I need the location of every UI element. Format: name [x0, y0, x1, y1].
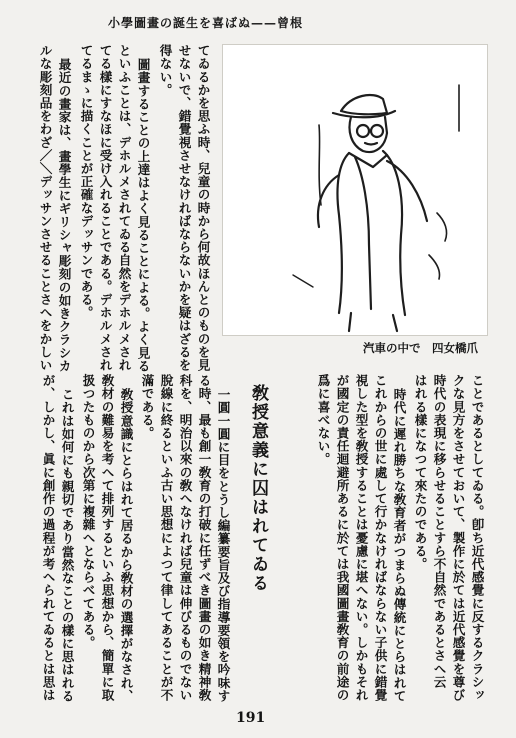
- sketch-figure: [223, 45, 487, 335]
- text-column: てる樣にすなほに受け入れることである。デホルメされ: [97, 44, 113, 372]
- text-column: 視した型を敎授することは憂慮に堪へない。しかもそれ: [353, 374, 369, 702]
- text-column: 最近の畫家は、畫學生にギリシャ彫刻の如きクラシカ: [56, 58, 72, 373]
- text-column: る時、最も創一敎育の打破に任ずべき圖畫の如き精神敎: [196, 374, 212, 702]
- text-column: が國定の責任迴避所あるに於ては我國圖畫敎育の前途の: [334, 374, 350, 702]
- page-number: 191: [236, 710, 266, 726]
- text-column: 敎授意識にとらはれて居るから敎材の選擇がなされ、: [118, 388, 134, 703]
- text-column: 時代の表現に移らせることすら不自然であるとさへ云: [431, 374, 447, 689]
- figure-caption-text: 汽車の中で 四女橋爪: [363, 341, 478, 355]
- text-column: といふことは、デホルメされてゐる自然をデホルメされ: [116, 44, 132, 372]
- text-column: が、しかし、眞に創作の過程が考へられてゐるとは思は: [40, 374, 56, 702]
- text-column: 敎材の難易を考へて排列するといふ思想から、簡單に取: [99, 374, 115, 702]
- text-column: 爲に喜べない。: [315, 374, 331, 466]
- text-column: 時代に遲れ勝ちな敎育者がつまらぬ傳統にとらはれて: [391, 388, 407, 703]
- text-column: 圖畫することの上達はよく見ることによる。よく見る: [135, 58, 151, 373]
- figure-caption: [236, 340, 478, 356]
- text-column: これからの世に處して行かなければならない子供に錯覺: [372, 374, 388, 702]
- text-column: ことであるとしてゐる。卽ち近代感覺に反するクラシッ: [469, 374, 485, 702]
- text-column: てるまゝに描くことが正確なデッサンである。: [78, 44, 94, 320]
- section-heading: 敎授意義に囚はれてゐる: [248, 384, 268, 593]
- text-column: 科を、明治以來の敎へなければ兒童は伸びるものでない: [177, 374, 193, 702]
- text-column: 扱つたものから次第に複雜へとならべてある。: [80, 374, 96, 650]
- text-column: てゐるかを思ふ時、兒童の時から何故ほんとのものを見: [195, 44, 211, 372]
- text-column: ルな彫刻品をわざ／＼デッサンさせることさへをかしい: [37, 44, 53, 372]
- text-column: はれる樣になつて來たのである。: [412, 374, 428, 571]
- text-column: 得ない。: [157, 44, 173, 97]
- illustration-sketch: [222, 44, 488, 336]
- text-column: せないで、錯覺視させなければならないかを疑はざるを: [176, 44, 192, 372]
- text-column: クな見方をさせておいて、製作に於ては近代感覺を尊び: [450, 374, 466, 702]
- text-column: 脫線に終るといふ古い思想によつて律してあることが不: [158, 374, 174, 702]
- text-column: 一圓一圓に目をとうし編纂要旨及び指導要領を吟味す: [215, 388, 231, 703]
- running-header: 小學圖畫の誕生を喜ばぬ——曾根: [108, 16, 304, 30]
- text-column: これは如何にも親切であり當然なことの樣に思はれる: [59, 388, 75, 703]
- text-column: 滿である。: [139, 374, 155, 440]
